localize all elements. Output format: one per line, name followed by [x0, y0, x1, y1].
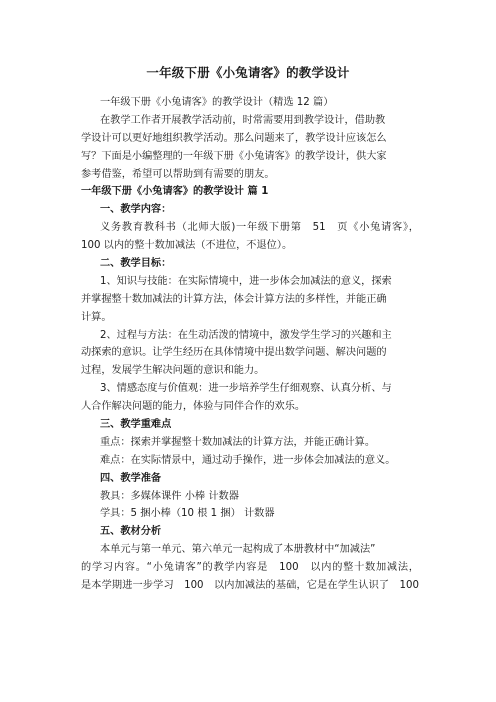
paragraph-line: 重点：探索并掌握整十数加减法的计算方法，并能正确计算。 — [100, 436, 376, 448]
intro-line: 参考借鉴，希望可以帮助到有需要的朋友。 — [81, 168, 275, 180]
paragraph-line: 难点：在实际情景中，通过动手操作，进一步体会加减法的意义。 — [100, 454, 396, 466]
paragraph-line: 的学习内容。“小兔请客”的教学内容是 100 以内的整十数加减法， — [81, 562, 419, 574]
section-heading: 一年级下册《小兔请客》的教学设计 篇 1 — [81, 186, 269, 198]
paragraph-line: 并掌握整十数加减法的计算方法，体会计算方法的多样性，并能正确 — [81, 293, 387, 305]
subsection-heading: 二、教学目标： — [100, 258, 172, 270]
paragraph-line: 3、情感态度与价值观：进一步培养学生仔细观察、认真分析、与 — [100, 383, 392, 395]
intro-line: 学设计可以更好地组织教学活动。那么问题来了，教学设计应该怎么 — [81, 132, 387, 144]
paragraph-line: 本单元与第一单元、第六单元一起构成了本册教材中“加减法” — [100, 544, 376, 556]
paragraph-line: 人合作解决问题的能力，体验与同伴合作的欢乐。 — [81, 401, 306, 413]
paragraph-line: 是本学期进一步学习 100 以内加减法的基础，它是在学生认识了 100 — [81, 580, 419, 592]
subsection-heading: 五、教材分析 — [100, 526, 162, 538]
subsection-heading: 一、教学内容： — [100, 204, 172, 216]
subsection-heading: 四、教学准备 — [100, 472, 162, 484]
paragraph-line: 教具：多媒体课件 小棒 计数器 — [100, 490, 239, 502]
subtitle-line: 一年级下册《小兔请客》的教学设计（精选 12 篇） — [100, 97, 334, 108]
paragraph-line: 义务教育教科书（北师大版)一年级下册第 51 页《小兔请客》， — [100, 222, 419, 234]
document-body — [81, 94, 419, 595]
intro-line: 写？下面是小编整理的一年级下册《小兔请客》的教学设计，供大家 — [81, 150, 387, 162]
intro-line: 在教学工作者开展教学活动前，时常需要用到教学设计，借助教 — [100, 114, 386, 126]
paragraph-line: 2、过程与方法：在生动活泼的情境中，激发学生学习的兴趣和主 — [100, 329, 392, 341]
paragraph-line: 1、知识与技能：在实际情境中，进一步体会加减法的意义，探索 — [100, 275, 392, 287]
paragraph-line: 学具：5 捆小棒（10 根 1 捆） 计数器 — [100, 508, 275, 520]
paragraph-line: 动探索的意识。让学生经历在具体情境中提出数学问题、解决问题的 — [81, 347, 387, 359]
document-title: 一年级下册《小兔请客》的教学设计 — [146, 65, 350, 80]
paragraph-line: 过程，发展学生解决问题的意识和能力。 — [81, 365, 265, 377]
subsection-heading: 三、教学重难点 — [100, 419, 172, 431]
paragraph-line: 计算。 — [81, 311, 112, 323]
paragraph-line: 100 以内的整十数加减法（不进位，不退位）。 — [81, 240, 293, 252]
